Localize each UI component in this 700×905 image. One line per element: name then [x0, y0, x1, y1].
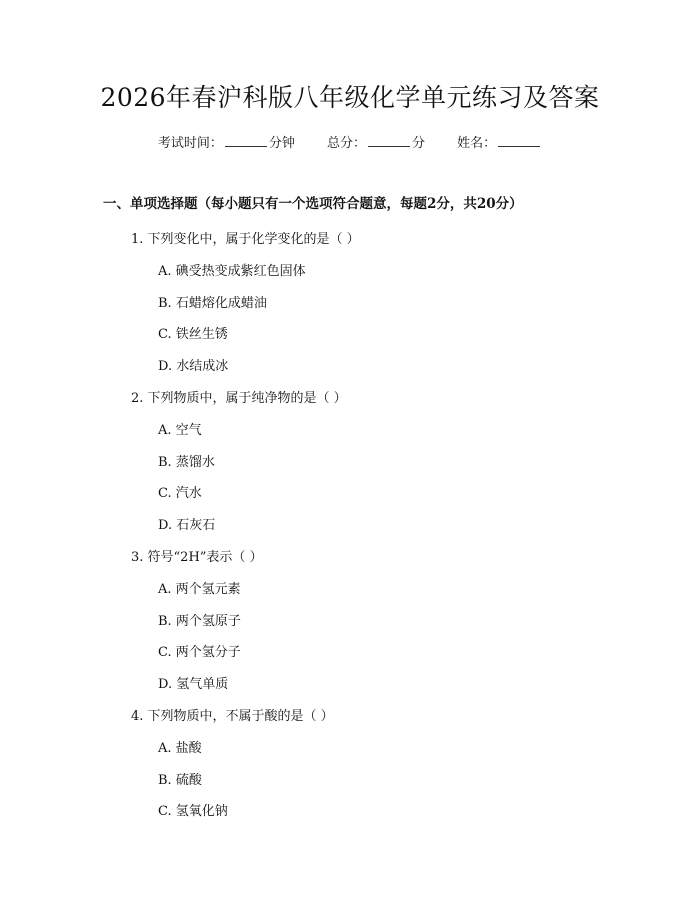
student-name-blank — [498, 146, 540, 147]
question-option: C. 两个氢分子 — [158, 645, 241, 661]
total-score-label: 总分： — [326, 136, 366, 151]
question-stem: 1. 下列变化中，属于化学变化的是（ ） — [131, 232, 360, 247]
question-option: D. 水结成冰 — [158, 359, 229, 375]
question-option: D. 石灰石 — [158, 518, 216, 534]
question-option: D. 氢气单质 — [158, 677, 229, 693]
exam-time-unit: 分钟 — [268, 136, 295, 151]
question-option: C. 汽水 — [158, 486, 202, 502]
question-stem: 4. 下列物质中，不属于酸的是（ ） — [131, 708, 334, 724]
exam-time-field — [158, 136, 299, 151]
exam-info-line — [0, 132, 700, 151]
question-option: A. 两个氢元素 — [158, 581, 241, 597]
total-score-field — [327, 136, 429, 151]
exam-time-label: 考试时间： — [157, 136, 223, 151]
question-option: A. 盐酸 — [158, 740, 202, 756]
total-score-blank — [368, 146, 410, 147]
question-option: B. 石蜡熔化成蜡油 — [158, 295, 267, 311]
total-score-unit: 分 — [412, 136, 426, 151]
question-option: B. 硫酸 — [158, 772, 202, 788]
question-option: B. 两个氢原子 — [158, 613, 241, 629]
exam-time-blank — [225, 146, 267, 147]
question-option: A. 碘受热变成紫红色固体 — [158, 263, 306, 279]
question-option: C. 氢氧化钠 — [158, 804, 228, 820]
question-option: B. 蒸馏水 — [158, 454, 215, 470]
question-list — [131, 224, 360, 828]
document-title: 2026年春沪科版八年级化学单元练习及答案 — [100, 83, 600, 112]
section-heading: 一、单项选择题（每小题只有一个选项符合题意，每题2分，共20分） — [103, 196, 523, 212]
question-stem: 2. 下列物质中，属于纯净物的是（ ） — [131, 390, 347, 406]
student-name-label: 姓名： — [457, 136, 497, 151]
question-option: A. 空气 — [158, 422, 202, 438]
student-name-field — [457, 136, 542, 151]
question-option: C. 铁丝生锈 — [158, 327, 228, 343]
question-stem: 3. 符号“2H”表示（ ） — [131, 549, 263, 565]
